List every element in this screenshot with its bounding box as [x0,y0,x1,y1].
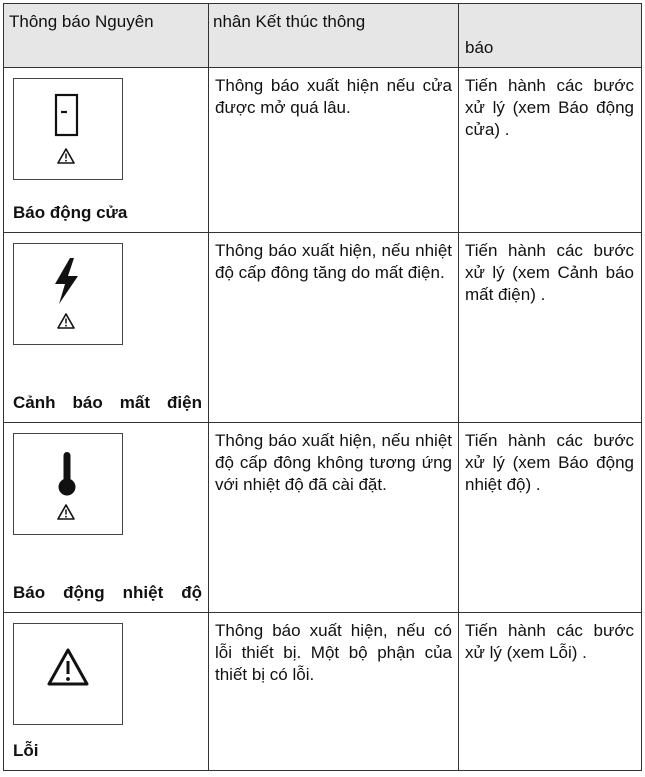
lightning-icon [13,243,123,345]
table-row [4,613,642,771]
icon-cell [4,423,209,613]
row-label: Cảnh báo mất điện [13,393,202,412]
table-row [4,68,642,233]
cause-cell [209,423,459,613]
action-text: Tiến hành các bước xử lý (xem Báo động nhiệt độ) . [465,431,634,494]
row-label: Báo động nhiệt độ [13,583,202,602]
warning-small-icon [58,505,74,519]
cause-text: Thông báo xuất hiện, nếu nhiệt độ cấp đông không tương ứng với nhiệt độ đã cài đặt. [215,431,452,494]
notification-table [3,3,642,771]
header-cell [4,4,209,68]
table-header-row [4,4,642,68]
cause-text: Thông báo xuất hiện nếu cửa được mở quá lâu. [215,76,452,117]
header-col1: Thông báo Nguyên [9,12,154,31]
cause-cell [209,613,459,771]
notification-table-container [3,3,641,771]
door-icon [13,78,123,180]
header-cell [459,4,642,68]
icon-cell [4,68,209,233]
header-col2: nhân Kết thúc thông [213,12,366,31]
action-cell [459,233,642,423]
warning-icon [13,623,123,725]
action-cell [459,423,642,613]
row-label: Lỗi [13,741,39,760]
cause-text: Thông báo xuất hiện, nếu có lỗi thiết bị. Một bộ phận của thiết bị có lỗi. [215,621,452,684]
warning-small-icon [58,314,74,328]
row-label: Báo động cửa [13,203,128,222]
header-col3: báo [465,38,494,57]
action-text: Tiến hành các bước xử lý (xem Cảnh báo mất điện) . [465,241,634,304]
cause-cell [209,233,459,423]
header-cell [209,4,459,68]
cause-cell [209,68,459,233]
icon-cell [4,233,209,423]
icon-cell [4,613,209,771]
warning-small-icon [58,149,74,163]
action-text: Tiến hành các bước xử lý (xem Báo động cửa) . [465,76,634,139]
thermometer-icon [13,433,123,535]
action-cell [459,613,642,771]
action-text: Tiến hành các bước xử lý (xem Lỗi) . [465,621,634,662]
action-cell [459,68,642,233]
table-row [4,233,642,423]
table-row [4,423,642,613]
cause-text: Thông báo xuất hiện, nếu nhiệt độ cấp đông tăng do mất điện. [215,241,452,282]
